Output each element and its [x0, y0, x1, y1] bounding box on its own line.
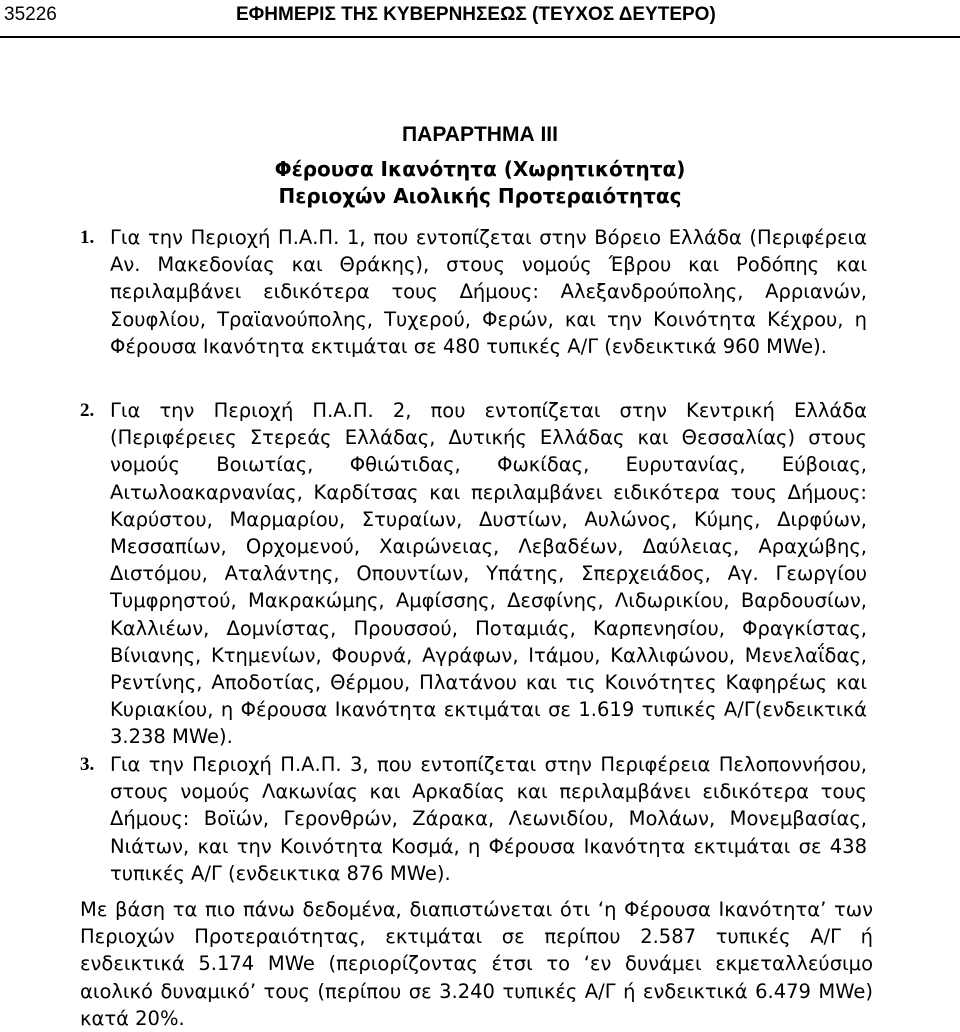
header-divider: [0, 36, 960, 38]
numbered-paragraph: [80, 397, 867, 751]
page-number: 35226: [4, 4, 57, 25]
paragraph-text: Για την Περιοχή Π.Α.Π. 1, που εντοπίζεται στην Βόρειο Ελλάδα (Περιφέρεια Αν. Μακεδονίας και Θράκης), στους νομούς Έβρου και Ροδόπης και περιλαμβάνει ειδικότερα τους Δήμους: Αλεξανδρούπολης, Αρριανών, Σουφλίου, Τραϊανούπολης, Τυχερού, Φερών, και την Κοινότητα Κέχρου, η Φέρουσα Ικανότητα εκτιμάται σε 480 τυπικές Α/Γ (ενδεικτικά 960 MWe).: [110, 226, 867, 358]
annex-subtitle-line2: Περιοχών Αιολικής Προτεραιότητας: [278, 184, 682, 208]
numbered-paragraph: [80, 224, 867, 360]
gazette-title: ΕΦΗΜΕΡΙΣ ΤΗΣ ΚΥΒΕΡΝΗΣΕΩΣ (ΤΕΥΧΟΣ ΔΕΥΤΕΡΟ): [236, 4, 716, 25]
annex-title: ΠΑΡΑΡΤΗΜΑ ΙΙΙ: [402, 123, 558, 146]
paragraph-number: 2.: [80, 400, 95, 421]
numbered-paragraph: [80, 751, 867, 887]
paragraph-text: Για την Περιοχή Π.Α.Π. 3, που εντοπίζεται στην Περιφέρεια Πελοποννήσου, στους νομούς Λακωνίας και Αρκαδίας και περιλαμβάνει ειδικότερα τους Δήμους: Βοϊών, Γερονθρών, Ζάρακα, Λεωνιδίου, Μολάων, Μονεμβασίας, Νιάτων, και την Κοινότητα Κοσμά, η Φέρουσα Ικανότητα εκτιμάται σε 438 τυπικές Α/Γ (ενδεικτικα 876 MWe).: [110, 753, 867, 885]
paragraph-text: Για την Περιοχή Π.Α.Π. 2, που εντοπίζεται στην Κεντρική Ελλάδα (Περιφέρειες Στερεάς Ελλάδας, Δυτικής Ελλάδας και Θεσσαλίας) στους νομούς Βοιωτίας, Φθιώτιδας, Φωκίδας, Ευρυτανίας, Εύβοιας, Αιτωλοακαρνανίας, Καρδίτσας και περιλαμβάνει ειδικότερα τους Δήμους: Καρύστου, Μαρμαρίου, Στυραίων, Δυστίων, Αυλώνος, Κύμης, Διρφύων, Μεσσαπίων, Ορχομενού, Χαιρώνειας, Λεβαδέων, Δαύλειας, Αραχώβης, Διστόμου, Αταλάντης, Οπουντίων, Υπάτης, Σπερχειάδος, Αγ. Γεωργίου Τυμφρηστού, Μακρακώμης, Αμφίσσης, Δεσφίνης, Λιδωρικίου, Βαρδουσίων, Καλλιέων, Δομνίστας, Προυσσού, Ποταμιάς, Καρπενησίου, Φραγκίστας, Βίνιανης, Κτημενίων, Φουρνά, Αγράφων, Ιτάμου, Καλλιφώνου, Μενελαΐδας, Ρεντίνης, Αποδοτίας, Θέρμου, Πλατάνου και τις Κοινότητες Καφηρέως και Κυριακίου, η Φέρουσα Ικανότητα εκτιμάται σε 1.619 τυπικές Α/Γ(ενδεικτικά 3.238 MWe).: [110, 399, 867, 749]
page-header: [4, 3, 956, 27]
paragraph-number: 3.: [80, 754, 95, 775]
paragraph-number: 1.: [80, 227, 95, 248]
summary-paragraph: Με βάση τα πιο πάνω δεδομένα, διαπιστώνεται ότι ‘η Φέρουσα Ικανότητα’ των Περιοχών Προτεραιότητας, εκτιμάται σε περίπου 2.587 τυπικές Α/Γ ή ενδεικτικά 5.174 MWe (περιορίζοντας έτσι το ‘εν δυνάμει εκμεταλλεύσιμο αιολικό δυναμικό’ τους (περίπου σε 3.240 τυπικές Α/Γ ή ενδεικτικά 6.479 MWe) κατά 20%.: [80, 898, 873, 1030]
annex-subtitle-line1: Φέρουσα Ικανότητα (Χωρητικότητα): [274, 157, 686, 181]
